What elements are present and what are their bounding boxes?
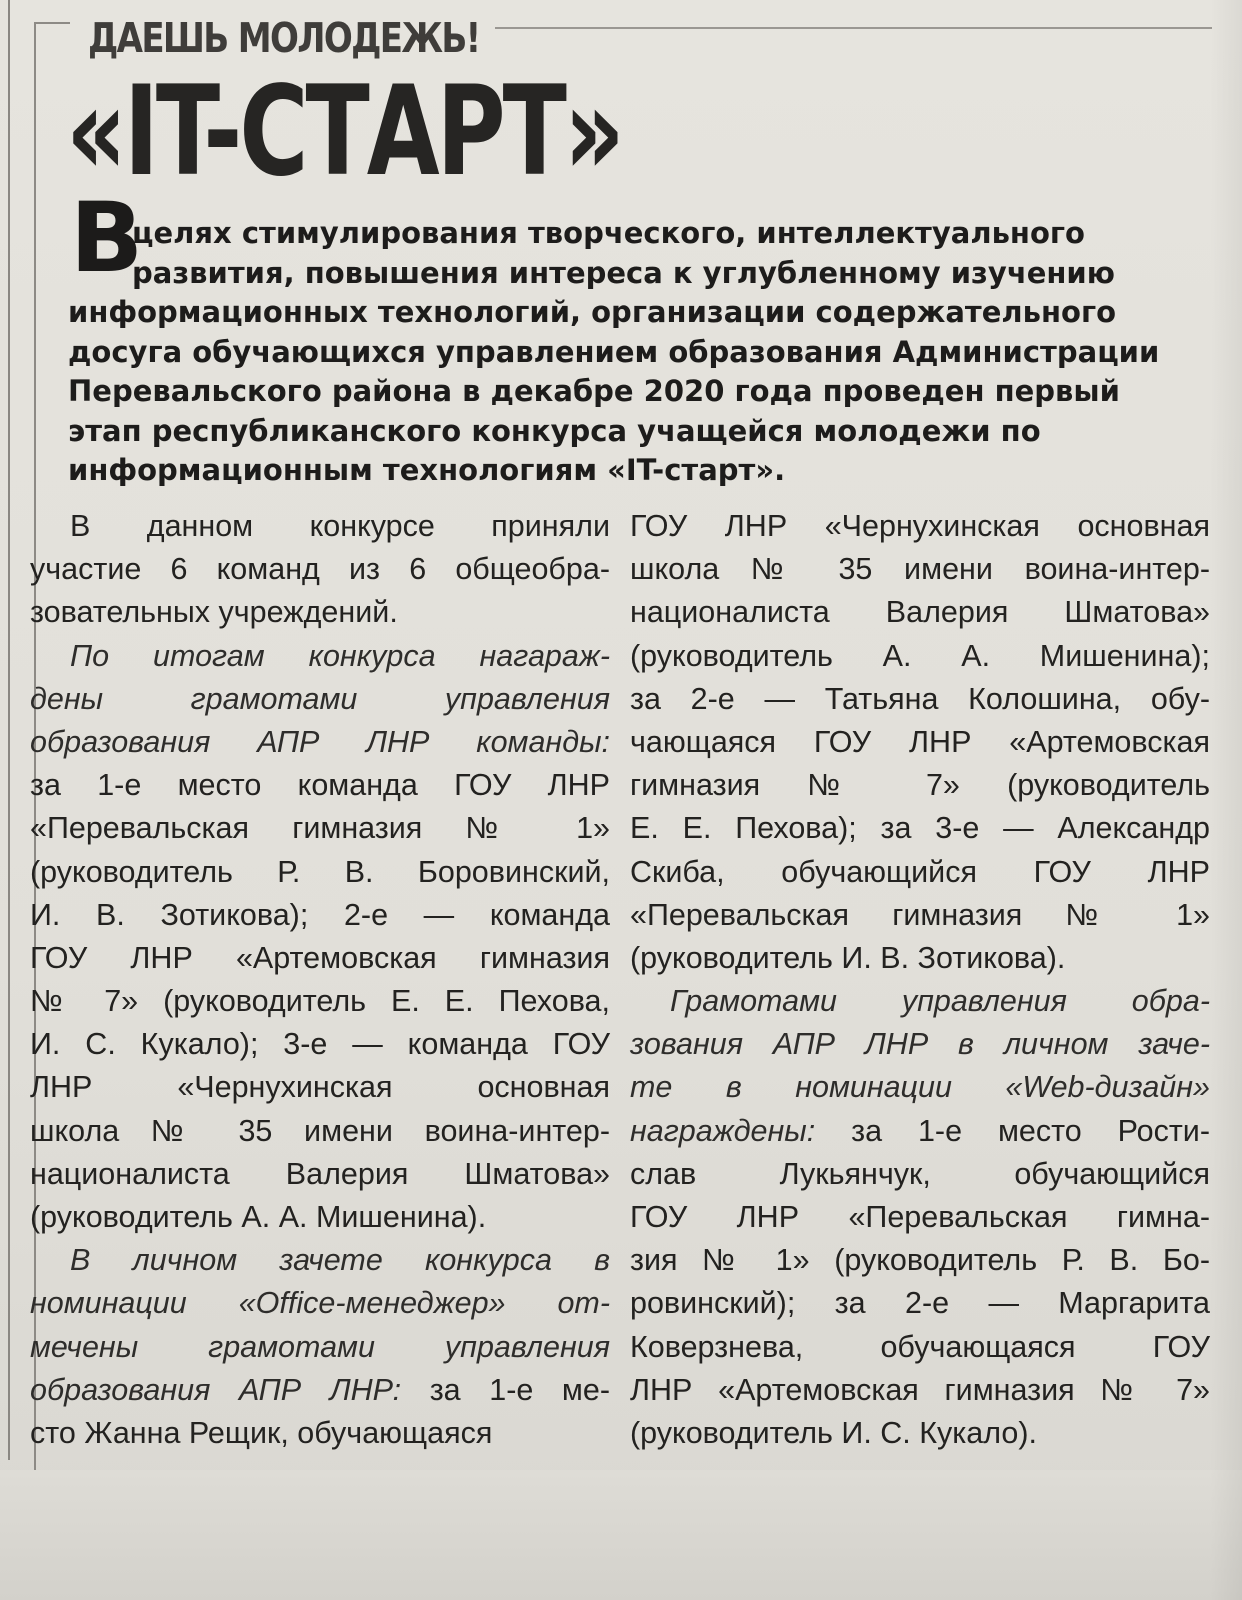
regular-text: № 7» (руководитель Е. Е. Пехова, bbox=[30, 984, 610, 1019]
body-text-line bbox=[30, 894, 610, 937]
body-text-line bbox=[30, 1369, 610, 1412]
regular-text: Е. Е. Пехова); за 3-е — Александр bbox=[630, 811, 1210, 846]
regular-text: зовательных учреждений. bbox=[30, 595, 398, 630]
body-text-line bbox=[30, 980, 610, 1023]
body-text-line bbox=[630, 1153, 1210, 1196]
body-text-line bbox=[30, 1282, 610, 1325]
italic-text: образования АПР ЛНР: bbox=[30, 1372, 402, 1407]
lead-line: развития, повышения интереса к углубленному изучению bbox=[132, 255, 1115, 290]
lead-line: информационных технологий, организации содержательного bbox=[68, 295, 1117, 329]
regular-text: ГОУ ЛНР «Артемовская гимназия bbox=[30, 940, 610, 975]
regular-text: сто Жанна Рещик, обучающаяся bbox=[30, 1415, 493, 1450]
body-text-line bbox=[630, 851, 1210, 894]
italic-text: зования АПР ЛНР в личном заче- bbox=[630, 1027, 1210, 1062]
regular-text: за 1-е место команда ГОУ ЛНР bbox=[30, 768, 610, 803]
body-text-line bbox=[630, 807, 1210, 850]
body-text-line bbox=[30, 937, 610, 980]
regular-text: Скиба, обучающийся ГОУ ЛНР bbox=[630, 854, 1210, 889]
regular-text: гимназия № 7» (руководитель bbox=[630, 768, 1210, 803]
body-text-line bbox=[630, 1110, 1210, 1153]
body-text-line bbox=[630, 591, 1210, 634]
article-headline: «IT-СТАРТ» bbox=[66, 60, 622, 204]
page-edge-shadow bbox=[1210, 0, 1242, 1600]
body-text-line bbox=[630, 764, 1210, 807]
italic-text: По итогам конкурса нагараж- bbox=[70, 638, 610, 673]
regular-text: чающаяся ГОУ ЛНР «Артемовская bbox=[630, 724, 1210, 759]
body-text-line bbox=[630, 635, 1210, 678]
body-text-line bbox=[30, 1239, 610, 1282]
body-text-line bbox=[630, 894, 1210, 937]
body-text-line bbox=[630, 1369, 1210, 1412]
regular-text: (руководитель А. А. Мишенина). bbox=[30, 1200, 487, 1234]
italic-text: Грамотами управления обра- bbox=[670, 984, 1210, 1019]
lead-line: информационным технологиям «IT-старт». bbox=[68, 453, 786, 487]
regular-text: (руководитель И. С. Кукало). bbox=[630, 1415, 1037, 1450]
regular-text: «Перевальская гимназия № 1» bbox=[630, 897, 1210, 932]
regular-text: слав Лукьянчук, обучающийся bbox=[630, 1156, 1210, 1191]
regular-text: (руководитель А. А. Мишенина); bbox=[630, 638, 1210, 673]
body-text-line bbox=[30, 1110, 610, 1153]
body-text-line bbox=[30, 1066, 610, 1109]
regular-text: И. С. Кукало); 3-е — команда ГОУ bbox=[30, 1027, 610, 1062]
body-text-line bbox=[30, 591, 610, 634]
body-text-line bbox=[30, 548, 610, 591]
italic-text: награждены: bbox=[630, 1113, 816, 1148]
drop-cap-letter: В bbox=[70, 182, 144, 294]
rubric-heading: ДАЕШЬ МОЛОДЕЖЬ! bbox=[88, 14, 480, 62]
body-text-line bbox=[30, 1023, 610, 1066]
body-text-line bbox=[630, 937, 1210, 980]
body-text-line bbox=[30, 721, 610, 764]
regular-text: И. В. Зотикова); 2-е — команда bbox=[30, 897, 610, 932]
regular-text: националиста Валерия Шматова» bbox=[30, 1156, 610, 1191]
adjacent-column-rule bbox=[8, 0, 10, 1460]
regular-text: зия № 1» (руководитель Р. В. Бо- bbox=[630, 1243, 1210, 1278]
body-text-line bbox=[30, 851, 610, 894]
regular-text: ЛНР «Артемовская гимназия № 7» bbox=[630, 1372, 1210, 1407]
body-text-line bbox=[630, 548, 1210, 591]
lead-paragraph bbox=[68, 214, 1218, 491]
regular-text: школа № 35 имени воина-интер- bbox=[630, 552, 1210, 587]
italic-text: дены грамотами управления bbox=[30, 681, 610, 716]
body-text-line bbox=[630, 505, 1210, 548]
regular-text: школа № 35 имени воина-интер- bbox=[30, 1113, 610, 1148]
lead-line: целях стимулирования творческого, интеллектуального bbox=[132, 216, 1085, 250]
lead-line: этап республиканского конкурса учащейся молодежи по bbox=[68, 413, 1041, 448]
body-text-line bbox=[30, 1196, 610, 1239]
body-text-line bbox=[30, 1153, 610, 1196]
body-text-line bbox=[630, 1326, 1210, 1369]
regular-text: за 1-е место Рости- bbox=[815, 1113, 1210, 1148]
regular-text: ЛНР «Чернухинская основная bbox=[30, 1070, 610, 1105]
body-text-line bbox=[630, 1196, 1210, 1239]
regular-text: ГОУ ЛНР «Чернухинская основная bbox=[630, 509, 1210, 543]
body-text-line bbox=[630, 1066, 1210, 1109]
italic-text: образования АПР ЛНР команды: bbox=[30, 724, 610, 759]
regular-text: (руководитель Р. В. Боровинский, bbox=[30, 854, 610, 889]
body-text-line bbox=[630, 721, 1210, 764]
italic-text: мечены грамотами управления bbox=[30, 1329, 610, 1364]
lead-line: досуга обучающихся управлением образования Администрации bbox=[68, 334, 1160, 369]
body-text-line bbox=[630, 1239, 1210, 1282]
regular-text: участие 6 команд из 6 общеобра- bbox=[30, 552, 610, 587]
body-text-line bbox=[30, 635, 610, 678]
body-text-line bbox=[30, 1326, 610, 1369]
lead-line: Перевальского района в декабре 2020 года проведен первый bbox=[68, 374, 1120, 408]
italic-text: номинации «Office-менеджер» от- bbox=[30, 1286, 610, 1321]
regular-text: националиста Валерия Шматова» bbox=[630, 595, 1210, 630]
regular-text: ГОУ ЛНР «Перевальская гимна- bbox=[630, 1200, 1210, 1234]
regular-text: Коверзнева, обучающаяся ГОУ bbox=[630, 1329, 1210, 1364]
body-text-line bbox=[630, 1412, 1210, 1455]
regular-text: В данном конкурсе приняли bbox=[70, 509, 610, 543]
italic-text: В личном зачете конкурса в bbox=[70, 1243, 610, 1278]
page-bottom-margin bbox=[0, 1470, 1242, 1600]
body-column-left bbox=[30, 505, 610, 1455]
body-text-line bbox=[30, 807, 610, 850]
body-text-line bbox=[30, 764, 610, 807]
regular-text: (руководитель И. В. Зотикова). bbox=[630, 940, 1066, 975]
body-text-line bbox=[30, 1412, 610, 1455]
regular-text: за 1-е ме- bbox=[401, 1372, 610, 1407]
body-text-line bbox=[630, 1282, 1210, 1325]
body-text-line bbox=[30, 678, 610, 721]
frame-top-rule-left bbox=[34, 22, 70, 24]
body-text-line bbox=[30, 505, 610, 548]
regular-text: ровинский); за 2-е — Маргарита bbox=[630, 1286, 1210, 1321]
body-text-line bbox=[630, 1023, 1210, 1066]
regular-text: «Перевальская гимназия № 1» bbox=[30, 811, 610, 846]
body-text-line bbox=[630, 980, 1210, 1023]
regular-text: за 2-е — Татьяна Колошина, обу- bbox=[630, 681, 1210, 716]
frame-top-rule-right bbox=[495, 27, 1212, 29]
body-column-right bbox=[630, 505, 1210, 1455]
italic-text: те в номинации «Web-дизайн» bbox=[630, 1070, 1210, 1105]
body-text-line bbox=[630, 678, 1210, 721]
